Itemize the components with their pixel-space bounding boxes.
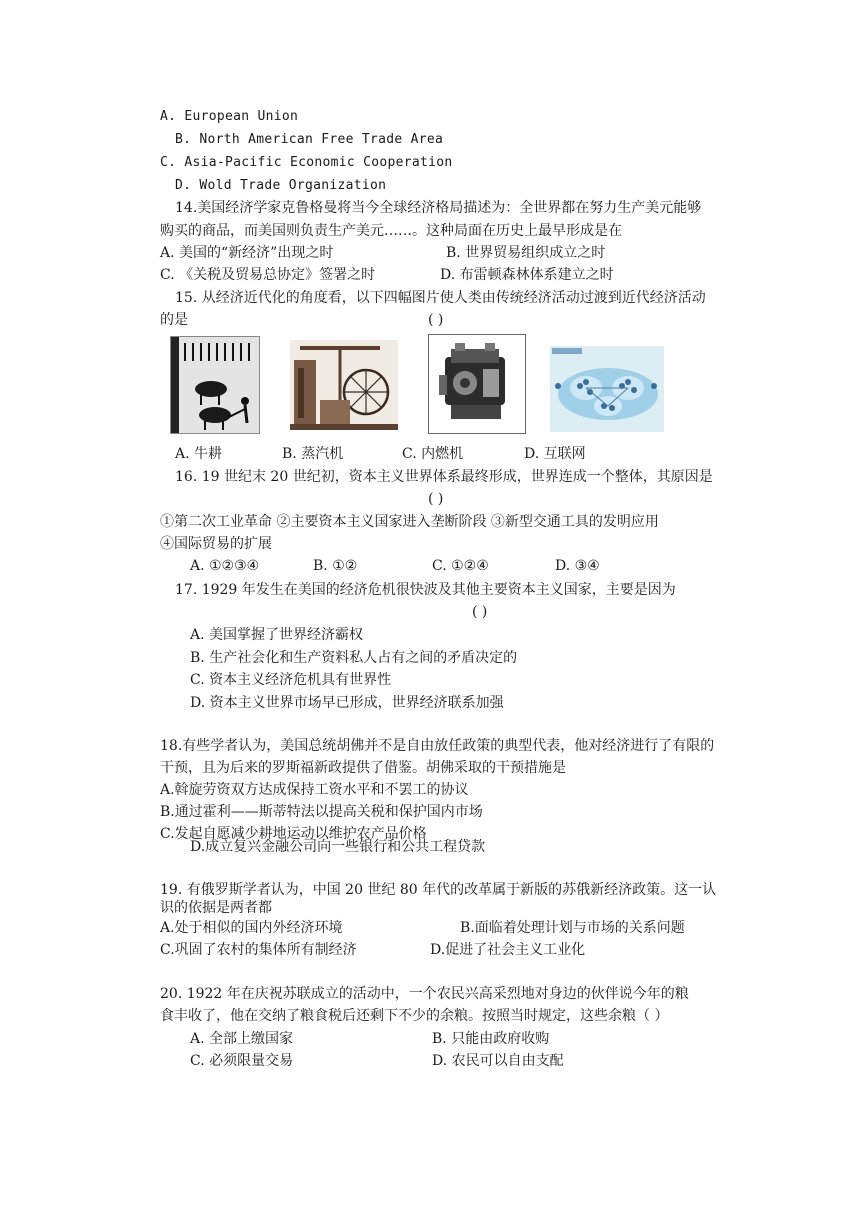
q18-stem-line2: 干预，且为后来的罗斯福新政提供了借鉴。胡佛采取的干预措施是 — [160, 760, 566, 776]
internet-diagram-image — [550, 346, 664, 432]
q13-option-a: A. European Union — [160, 109, 299, 124]
oxen-plowing-image — [170, 336, 260, 434]
q16-items-line1: ①第二次工业革命 ②主要资本主义国家进入垄断阶段 ③新型交通工具的发明应用 — [160, 514, 659, 530]
q15-stem-line1: 15. 从经济近代化的角度看，以下四幅图片使人类由传统经济活动过渡到近代经济活动 — [175, 290, 706, 306]
q16-items-line2: ④国际贸易的扩展 — [160, 536, 272, 552]
q17-option-d: D. 资本主义世界市场早已形成，世界经济联系加强 — [190, 695, 504, 711]
q15-stem-line2: 的是 — [160, 312, 188, 328]
q20-option-c: C. 必须限量交易 — [190, 1053, 294, 1069]
q19-stem-line1: 19. 有俄罗斯学者认为，中国 20 世纪 80 年代的改革属于新版的苏俄新经济政策。这一认 — [160, 882, 717, 898]
q18-option-a: A.斡旋劳资双方达成保持工资水平和不罢工的协议 — [160, 782, 469, 798]
q17-answer-paren: ( ) — [472, 604, 488, 620]
q16-stem-line1: 16. 19 世纪末 20 世纪初，资本主义世界体系最终形成，世界连成一个整体，其原因是 — [175, 469, 713, 485]
steam-engine-image — [290, 340, 398, 430]
combustion-engine-image — [428, 334, 526, 434]
q16-option-c: C. ①②④ — [432, 558, 489, 574]
q13-option-d: D. Wold Trade Organization — [175, 178, 387, 193]
q17-stem-line1: 17. 1929 年发生在美国的经济危机很快波及其他主要资本主义国家，主要是因为 — [175, 582, 676, 598]
q19-option-c: C.巩固了农村的集体所有制经济 — [160, 942, 357, 958]
q20-option-b: B. 只能由政府收购 — [432, 1031, 550, 1047]
q15-answer-paren: ( ) — [428, 312, 444, 328]
q16-option-b: B. ①② — [313, 558, 358, 574]
q13-option-c: C. Asia-Pacific Economic Cooperation — [160, 155, 453, 170]
q13-option-b: B. North American Free Trade Area — [175, 132, 444, 147]
q15-option-a: A. 牛耕 — [175, 446, 223, 462]
q20-option-d: D. 农民可以自由支配 — [432, 1053, 564, 1069]
q15-option-b: B. 蒸汽机 — [282, 446, 344, 462]
q14-option-a: A. 美国的“新经济”出现之时 — [160, 245, 334, 261]
q17-option-b: B. 生产社会化和生产资料私人占有之间的矛盾决定的 — [190, 650, 518, 666]
q16-answer-paren: ( ) — [428, 491, 444, 507]
q14-stem-line2: 购买的商品，而美国则负责生产美元……。这种局面在历史上最早形成是在 — [160, 223, 622, 239]
q18-option-b: B.通过霍利——斯蒂特法以提高关税和保护国内市场 — [160, 804, 483, 820]
q19-stem-line2: 识的依据是两者都 — [160, 900, 272, 916]
q19-option-a: A.处于相似的国内外经济环境 — [160, 920, 343, 936]
q17-option-a: A. 美国掌握了世界经济霸权 — [190, 627, 364, 643]
q18-stem-line1: 18.有些学者认为，美国总统胡佛并不是自由放任政策的典型代表，他对经济进行了有限的 — [160, 738, 715, 754]
q15-option-c: C. 内燃机 — [402, 446, 464, 462]
q18-option-c: C.发起自愿减少耕地运动以维护农产品价格 — [160, 826, 427, 842]
q17-option-c: C. 资本主义经济危机具有世界性 — [190, 672, 392, 688]
q20-stem-line1: 20. 1922 年在庆祝苏联成立的活动中，一个农民兴高采烈地对身边的伙伴说今年的粮 — [160, 986, 689, 1002]
q16-option-d: D. ③④ — [555, 558, 600, 574]
q19-option-b: B.面临着处理计划与市场的关系问题 — [460, 920, 685, 936]
q14-option-b: B. 世界贸易组织成立之时 — [446, 245, 606, 261]
q14-option-c: C. 《关税及贸易总协定》签署之时 — [160, 267, 376, 283]
q19-option-d: D.促进了社会主义工业化 — [430, 942, 586, 958]
q20-option-a: A. 全部上缴国家 — [190, 1031, 294, 1047]
q14-option-d: D. 布雷顿森林体系建立之时 — [440, 267, 614, 283]
q14-stem-line1: 14.美国经济学家克鲁格曼将当今全球经济格局描述为：全世界都在努力生产美元能够 — [175, 200, 702, 216]
q18-option-d: D.成立复兴金融公司向一些银行和公共工程贷款 — [190, 839, 486, 855]
q20-stem-line2: 食丰收了，他在交纳了粮食税后还剩下不少的余粮。按照当时规定，这些余粮（ ） — [160, 1008, 669, 1024]
q16-option-a: A. ①②③④ — [190, 558, 260, 574]
q15-option-d: D. 互联网 — [524, 446, 586, 462]
